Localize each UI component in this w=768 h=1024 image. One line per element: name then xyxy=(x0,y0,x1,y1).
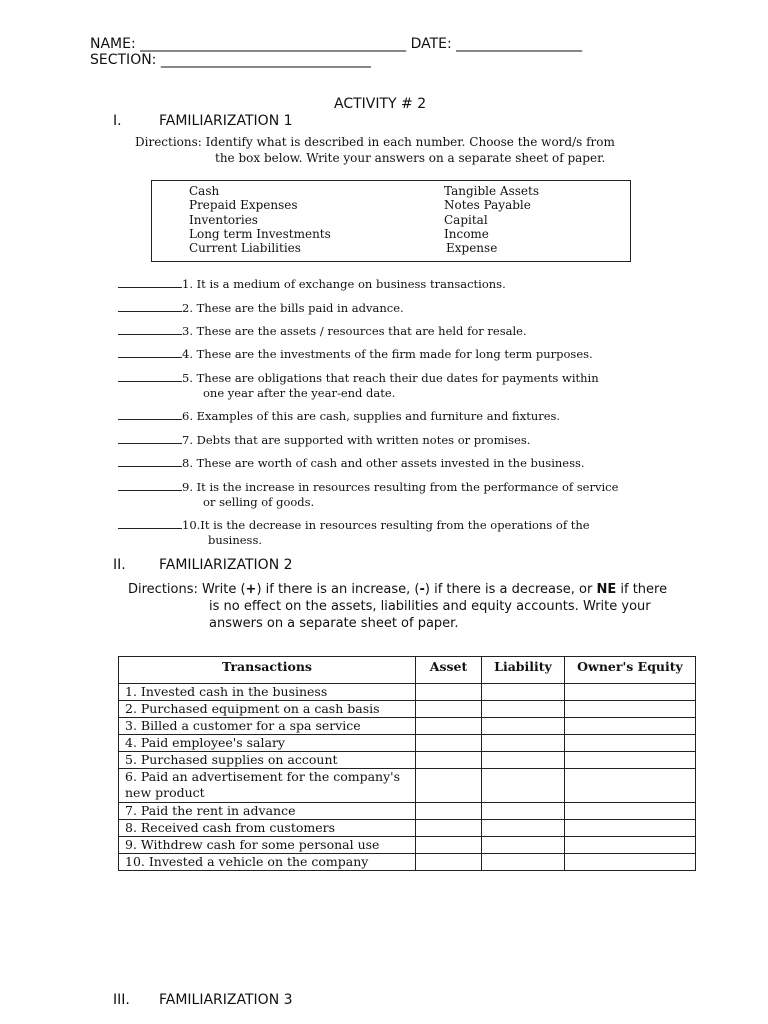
table-row xyxy=(119,820,696,837)
equity-cell[interactable] xyxy=(565,735,696,752)
word-box xyxy=(151,180,631,262)
transaction-cell: 7. Paid the rent in advance xyxy=(119,803,416,820)
answer-blank[interactable] xyxy=(118,456,182,467)
word-box-item: Current Liabilities xyxy=(189,241,301,255)
question-continuation: business. xyxy=(208,533,263,547)
question-item: 8. These are worth of cash and other assets invested in the business. xyxy=(118,456,585,470)
liability-cell[interactable] xyxy=(482,752,565,769)
question-item: 6. Examples of this are cash, supplies and furniture and fixtures. xyxy=(118,409,560,423)
question-item: 2. These are the bills paid in advance. xyxy=(118,301,404,315)
table-row xyxy=(119,803,696,820)
liability-cell[interactable] xyxy=(482,701,565,718)
table-header-row xyxy=(119,657,696,684)
asset-cell[interactable] xyxy=(416,769,482,803)
header-liability: Liability xyxy=(482,657,565,684)
question-item: 4. These are the investments of the firm made for long term purposes. xyxy=(118,347,593,361)
section-1-directions-line1: Directions: Identify what is described in each number. Choose the word/s from xyxy=(135,135,615,149)
header-transactions: Transactions xyxy=(119,657,416,684)
table-row xyxy=(119,837,696,854)
table-row xyxy=(119,735,696,752)
asset-cell[interactable] xyxy=(416,854,482,871)
answer-blank[interactable] xyxy=(118,518,182,529)
transaction-cell: 2. Purchased equipment on a cash basis xyxy=(119,701,416,718)
section-2-directions-line2: is no effect on the assets, liabilities and equity accounts. Write your xyxy=(209,599,651,614)
table-row xyxy=(119,684,696,701)
table-row xyxy=(119,718,696,735)
header-asset: Asset xyxy=(416,657,482,684)
asset-cell[interactable] xyxy=(416,735,482,752)
section-2-number: II. xyxy=(113,557,126,573)
liability-cell[interactable] xyxy=(482,684,565,701)
liability-cell[interactable] xyxy=(482,718,565,735)
question-item: 1. It is a medium of exchange on business transactions. xyxy=(118,277,506,291)
transaction-cell: 3. Billed a customer for a spa service xyxy=(119,718,416,735)
section-3-title: FAMILIARIZATION 3 xyxy=(159,992,293,1008)
equity-cell[interactable] xyxy=(565,837,696,854)
question-item: 9. It is the increase in resources resulting from the performance of service xyxy=(118,480,618,494)
table-row xyxy=(119,769,696,803)
table-row xyxy=(119,701,696,718)
answer-blank[interactable] xyxy=(118,433,182,444)
transactions-table xyxy=(118,656,696,871)
question-continuation: or selling of goods. xyxy=(203,495,315,509)
liability-cell[interactable] xyxy=(482,854,565,871)
word-box-item: Notes Payable xyxy=(444,198,531,212)
transaction-cell: 8. Received cash from customers xyxy=(119,820,416,837)
liability-cell[interactable] xyxy=(482,820,565,837)
word-box-item: Expense xyxy=(446,241,498,255)
word-box-item: Tangible Assets xyxy=(444,184,539,198)
equity-cell[interactable] xyxy=(565,854,696,871)
question-item: 7. Debts that are supported with written notes or promises. xyxy=(118,433,530,447)
section-3-number: III. xyxy=(113,992,130,1008)
section-2-title: FAMILIARIZATION 2 xyxy=(159,557,293,573)
liability-cell[interactable] xyxy=(482,735,565,752)
asset-cell[interactable] xyxy=(416,718,482,735)
equity-cell[interactable] xyxy=(565,820,696,837)
equity-cell[interactable] xyxy=(565,769,696,803)
name-date-line[interactable]: NAME: ______________________________________ DATE: __________________ xyxy=(90,36,583,52)
equity-cell[interactable] xyxy=(565,752,696,769)
answer-blank[interactable] xyxy=(118,347,182,358)
section-2-directions-line3: answers on a separate sheet of paper. xyxy=(209,616,459,631)
transaction-cell: 6. Paid an advertisement for the company's new product xyxy=(119,769,416,803)
asset-cell[interactable] xyxy=(416,752,482,769)
equity-cell[interactable] xyxy=(565,718,696,735)
answer-blank[interactable] xyxy=(118,371,182,382)
word-box-item: Cash xyxy=(189,184,220,198)
liability-cell[interactable] xyxy=(482,769,565,803)
answer-blank[interactable] xyxy=(118,480,182,491)
header-owners-equity: Owner's Equity xyxy=(565,657,696,684)
liability-cell[interactable] xyxy=(482,837,565,854)
transaction-cell: 10. Invested a vehicle on the company xyxy=(119,854,416,871)
question-item: 5. These are obligations that reach their due dates for payments within xyxy=(118,371,599,385)
table-row xyxy=(119,752,696,769)
question-continuation: one year after the year-end date. xyxy=(203,386,396,400)
section-1-title: FAMILIARIZATION 1 xyxy=(159,113,293,129)
table-row xyxy=(119,854,696,871)
transaction-cell: 5. Purchased supplies on account xyxy=(119,752,416,769)
equity-cell[interactable] xyxy=(565,684,696,701)
section-1-number: I. xyxy=(113,113,122,129)
word-box-item: Prepaid Expenses xyxy=(189,198,298,212)
section-1-directions-line2: the box below. Write your answers on a separate sheet of paper. xyxy=(215,151,606,165)
word-box-item: Capital xyxy=(444,213,488,227)
asset-cell[interactable] xyxy=(416,803,482,820)
word-box-item: Income xyxy=(444,227,489,241)
liability-cell[interactable] xyxy=(482,803,565,820)
question-item: 3. These are the assets / resources that are held for resale. xyxy=(118,324,527,338)
asset-cell[interactable] xyxy=(416,701,482,718)
section-2-directions-line1: Directions: Write (+) if there is an increase, (-) if there is a decrease, or NE if there xyxy=(128,582,668,597)
transaction-cell: 4. Paid employee's salary xyxy=(119,735,416,752)
section-line[interactable]: SECTION: ______________________________ xyxy=(90,52,371,68)
transaction-cell: 1. Invested cash in the business xyxy=(119,684,416,701)
answer-blank[interactable] xyxy=(118,409,182,420)
equity-cell[interactable] xyxy=(565,803,696,820)
word-box-item: Inventories xyxy=(189,213,258,227)
asset-cell[interactable] xyxy=(416,684,482,701)
word-box-item: Long term Investments xyxy=(189,227,331,241)
asset-cell[interactable] xyxy=(416,820,482,837)
transaction-cell: 9. Withdrew cash for some personal use xyxy=(119,837,416,854)
question-item: 10.It is the decrease in resources resulting from the operations of the xyxy=(118,518,590,532)
answer-blank[interactable] xyxy=(118,324,182,335)
asset-cell[interactable] xyxy=(416,837,482,854)
activity-title: ACTIVITY # 2 xyxy=(334,96,427,112)
answer-blank[interactable] xyxy=(118,301,182,312)
equity-cell[interactable] xyxy=(565,701,696,718)
answer-blank[interactable] xyxy=(118,277,182,288)
